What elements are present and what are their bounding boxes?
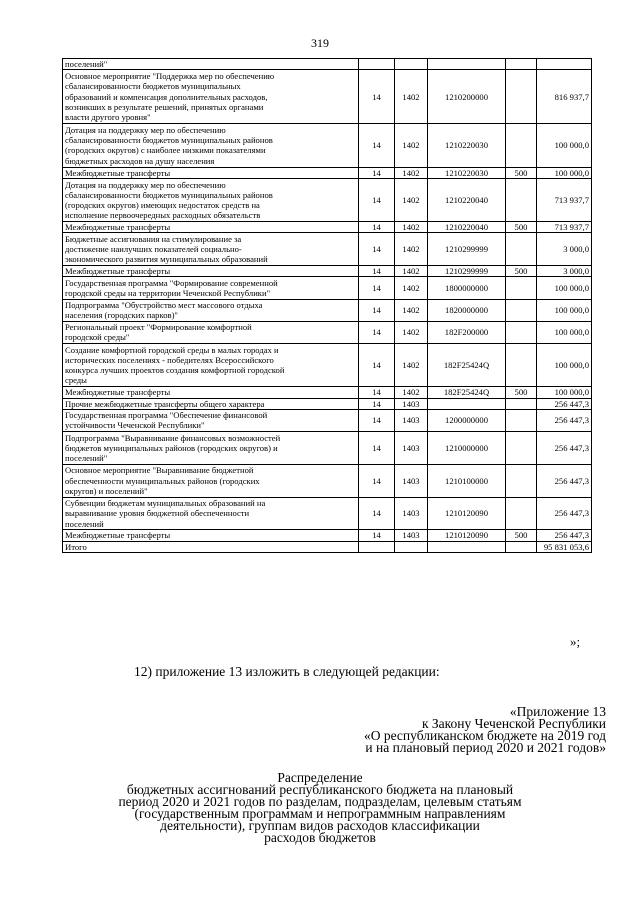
expense-name-line: поселений" [65, 452, 108, 463]
expense-name-cell [63, 59, 359, 70]
distribution-title-line: расходов бюджетов [264, 830, 376, 845]
expense-name-cell [63, 530, 359, 541]
target-item-code-cell: 1210120090 [428, 497, 506, 530]
subsection-code-cell: 1402 [395, 222, 428, 233]
section-code-cell: 14 [359, 398, 395, 409]
target-item-code-cell: 1200000000 [428, 409, 506, 431]
page-number: 319 [311, 36, 329, 50]
expense-name-line: устойчивости Чеченской Республики" [65, 420, 205, 431]
expense-name-line: бюджетов муниципальных районов (городских округов) и [65, 442, 278, 453]
section-code-cell: 14 [359, 277, 395, 299]
expense-name-cell [63, 233, 359, 266]
distribution-title-line: Распределение [277, 770, 363, 785]
closing-quote: »; [570, 634, 581, 649]
distribution-title-line: бюджетных ассигнований республиканского бюджета на плановый [126, 782, 514, 797]
section-code-cell: 14 [359, 124, 395, 167]
expense-name-line: Создание комфортной городской среды в малых городах и [65, 344, 279, 355]
target-item-code-cell: 1210220030 [428, 124, 506, 167]
expense-name-line: Субвенции бюджетам муниципальных образований на [65, 498, 266, 509]
table-row [63, 464, 592, 497]
expense-type-code-cell [506, 70, 537, 124]
table-row [63, 167, 592, 178]
expense-type-code-cell [506, 277, 537, 299]
appendix-header-line: и на плановый период 2020 и 2021 годов» [365, 740, 606, 755]
expense-name-line: конкурса лучших проектов создания комфортной городской [65, 365, 285, 376]
amount-cell: 100 000,0 [537, 343, 592, 386]
appendix-header-line: к Закону Чеченской Республики [421, 716, 606, 731]
table-row [63, 541, 592, 552]
expense-name-cell [63, 464, 359, 497]
subsection-code-cell: 1402 [395, 266, 428, 277]
subsection-code-cell: 1402 [395, 124, 428, 167]
expense-type-code-cell: 500 [506, 530, 537, 541]
expense-name-cell [63, 124, 359, 167]
distribution-title-line: деятельности), группам видов расходов классификации [160, 818, 480, 833]
subsection-code-cell: 1403 [395, 530, 428, 541]
expense-type-code-cell [506, 409, 537, 431]
expense-name-line: Межбюджетные трансферты [65, 387, 171, 398]
table-row [63, 497, 592, 530]
expense-name-cell [63, 431, 359, 464]
section-code-cell: 14 [359, 178, 395, 221]
expense-name-line: экономического развития муниципальных образований [65, 254, 268, 265]
expense-name-cell [63, 299, 359, 321]
target-item-code-cell: 1210100000 [428, 464, 506, 497]
expense-name-line: достижение наилучших показателей социально- [65, 244, 242, 255]
table-row [63, 277, 592, 299]
expense-name-line: власти другого уровня" [65, 112, 151, 122]
expense-name-line: Итого [65, 541, 87, 552]
expense-name-line: среды [65, 375, 87, 386]
expense-name-line: (городских округов) имеющих недостаток средств на [65, 199, 260, 210]
expense-name-line: (городских округов) с наиболее низкими показателями [65, 145, 266, 156]
amount-cell: 100 000,0 [537, 124, 592, 167]
subsection-code-cell: 1402 [395, 343, 428, 386]
table-row [63, 178, 592, 221]
amount-cell: 713 937,7 [537, 222, 592, 233]
section-code-cell: 14 [359, 464, 395, 497]
expense-name-cell [63, 497, 359, 530]
distribution-title [0, 772, 640, 844]
amount-cell: 3 000,0 [537, 233, 592, 266]
expense-name-cell [63, 266, 359, 277]
expense-name-cell [63, 167, 359, 178]
expense-name-cell [63, 541, 359, 552]
expense-name-cell [63, 70, 359, 124]
expense-name-cell [63, 178, 359, 221]
section-code-cell [359, 541, 395, 552]
expense-name-line: Государственная программа "Формирование современной [65, 277, 278, 288]
table-row [63, 343, 592, 386]
target-item-code-cell: 1210299999 [428, 233, 506, 266]
expense-name-line: образований и компенсация дополнительных расходов, [65, 91, 268, 102]
expense-name-line: исполнение первоочередных расходных обязательств [65, 210, 261, 221]
subsection-code-cell: 1402 [395, 178, 428, 221]
target-item-code-cell: 1210220030 [428, 167, 506, 178]
expense-name-cell [63, 222, 359, 233]
target-item-code-cell: 1210120090 [428, 530, 506, 541]
table-row [63, 431, 592, 464]
expense-name-line: городской среды" [65, 332, 130, 343]
section-code-cell [359, 59, 395, 70]
expense-name-line: Бюджетные ассигнования на стимулирование за [65, 233, 242, 244]
expense-type-code-cell [506, 299, 537, 321]
target-item-code-cell: 1210200000 [428, 70, 506, 124]
subsection-code-cell: 1402 [395, 70, 428, 124]
subsection-code-cell: 1402 [395, 321, 428, 343]
table-row [63, 530, 592, 541]
expense-name-line: городской среды на территории Чеченской Республики" [65, 287, 271, 298]
expense-name-line: сбалансированности бюджетов муниципальных [65, 81, 241, 92]
expense-name-cell [63, 409, 359, 431]
expense-name-line: Основное мероприятие "Выравнивание бюджетной [65, 465, 254, 476]
section-code-cell: 14 [359, 497, 395, 530]
table-row [63, 59, 592, 70]
table-row [63, 398, 592, 409]
target-item-code-cell [428, 59, 506, 70]
expense-name-line: населения (городских парков)" [65, 310, 178, 321]
expense-name-line: Подпрограмма "Обустройство мест массового отдыха [65, 299, 263, 310]
expense-name-line: Межбюджетные трансферты [65, 222, 171, 233]
expense-type-code-cell [506, 464, 537, 497]
expense-type-code-cell [506, 59, 537, 70]
budget-allocation-table [62, 58, 592, 553]
table-body [63, 59, 592, 553]
expense-type-code-cell [506, 497, 537, 530]
expense-name-line: Межбюджетные трансферты [65, 266, 171, 277]
expense-name-line: Дотация на поддержку мер по обеспечению [65, 124, 226, 135]
subsection-code-cell: 1403 [395, 464, 428, 497]
expense-name-line: Подпрограмма "Выравнивание финансовых возможностей [65, 432, 281, 443]
table-row [63, 321, 592, 343]
target-item-code-cell [428, 541, 506, 552]
subsection-code-cell [395, 541, 428, 552]
target-item-code-cell: 1820000000 [428, 299, 506, 321]
section-code-cell: 14 [359, 266, 395, 277]
table-row [63, 266, 592, 277]
target-item-code-cell: 1210299999 [428, 266, 506, 277]
expense-name-cell [63, 277, 359, 299]
expense-name-cell [63, 321, 359, 343]
expense-type-code-cell: 500 [506, 222, 537, 233]
expense-type-code-cell: 500 [506, 387, 537, 398]
expense-name-line: Дотация на поддержку мер по обеспечению [65, 179, 226, 190]
expense-name-line: Региональный проект "Формирование комфортной [65, 322, 252, 333]
section-code-cell: 14 [359, 299, 395, 321]
subsection-code-cell: 1402 [395, 387, 428, 398]
target-item-code-cell: 182F25424Q [428, 343, 506, 386]
subsection-code-cell: 1403 [395, 431, 428, 464]
expense-name-line: округов) и поселений" [65, 485, 148, 496]
expense-name-line: исторических поселениях - победителях Всероссийского [65, 354, 274, 365]
subsection-code-cell [395, 59, 428, 70]
section-code-cell: 14 [359, 321, 395, 343]
amount-cell: 816 937,7 [537, 70, 592, 124]
amount-cell: 95 831 053,6 [537, 541, 592, 552]
section-code-cell: 14 [359, 343, 395, 386]
expense-name-line: Межбюджетные трансферты [65, 530, 171, 541]
amount-cell: 100 000,0 [537, 299, 592, 321]
amount-cell: 100 000,0 [537, 167, 592, 178]
section-code-cell: 14 [359, 387, 395, 398]
amount-cell: 256 447,3 [537, 530, 592, 541]
amount-cell: 256 447,3 [537, 497, 592, 530]
amount-cell: 100 000,0 [537, 321, 592, 343]
expense-name-cell [63, 398, 359, 409]
target-item-code-cell: 182F200000 [428, 321, 506, 343]
expense-name-cell [63, 343, 359, 386]
distribution-title-line: период 2020 и 2021 годов по разделам, подразделам, целевым статьям [118, 794, 522, 809]
section-code-cell: 14 [359, 222, 395, 233]
amount-cell [537, 59, 592, 70]
table-row [63, 233, 592, 266]
expense-name-cell [63, 387, 359, 398]
expense-name-line: Прочие межбюджетные трансферты общего характера [65, 398, 265, 409]
amount-cell: 256 447,3 [537, 464, 592, 497]
amendment-instruction: 12) приложение 13 изложить в следующей редакции: [134, 664, 440, 679]
target-item-code-cell: 1210000000 [428, 431, 506, 464]
expense-type-code-cell: 500 [506, 167, 537, 178]
target-item-code-cell: 1800000000 [428, 277, 506, 299]
target-item-code-cell: 182F25424Q [428, 387, 506, 398]
table-row [63, 124, 592, 167]
appendix-header [280, 706, 606, 754]
expense-type-code-cell [506, 233, 537, 266]
expense-type-code-cell [506, 343, 537, 386]
subsection-code-cell: 1402 [395, 277, 428, 299]
table-row [63, 299, 592, 321]
amount-cell: 3 000,0 [537, 266, 592, 277]
amount-cell: 713 937,7 [537, 178, 592, 221]
target-item-code-cell: 1210220040 [428, 178, 506, 221]
expense-name-line: сбалансированности бюджетов муниципальных районов [65, 189, 273, 200]
section-code-cell: 14 [359, 167, 395, 178]
expense-name-line: сбалансированности бюджетов муниципальных районов [65, 135, 273, 146]
subsection-code-cell: 1403 [395, 409, 428, 431]
target-item-code-cell: 1210220040 [428, 222, 506, 233]
expense-type-code-cell [506, 431, 537, 464]
expense-type-code-cell [506, 398, 537, 409]
subsection-code-cell: 1402 [395, 299, 428, 321]
amount-cell: 256 447,3 [537, 409, 592, 431]
table-row [63, 409, 592, 431]
expense-name-line: выравнивание уровня бюджетной обеспеченности [65, 508, 250, 519]
expense-type-code-cell [506, 541, 537, 552]
amount-cell: 256 447,3 [537, 431, 592, 464]
section-code-cell: 14 [359, 233, 395, 266]
section-code-cell: 14 [359, 431, 395, 464]
table-row [63, 222, 592, 233]
amount-cell: 256 447,3 [537, 398, 592, 409]
subsection-code-cell: 1403 [395, 398, 428, 409]
expense-type-code-cell [506, 178, 537, 221]
section-code-cell: 14 [359, 409, 395, 431]
expense-type-code-cell [506, 124, 537, 167]
expense-type-code-cell [506, 321, 537, 343]
expense-name-line: поселений" [65, 59, 108, 69]
section-code-cell: 14 [359, 530, 395, 541]
expense-name-line: возникших в результате решений, принятых органами [65, 101, 264, 112]
appendix-header-line: «Приложение 13 [509, 704, 606, 719]
expense-name-line: Межбюджетные трансферты [65, 167, 171, 178]
subsection-code-cell: 1402 [395, 233, 428, 266]
expense-type-code-cell: 500 [506, 266, 537, 277]
subsection-code-cell: 1402 [395, 167, 428, 178]
table-row [63, 387, 592, 398]
amount-cell: 100 000,0 [537, 387, 592, 398]
expense-name-line: Основное мероприятие "Поддержка мер по обеспечению [65, 71, 275, 82]
distribution-title-line: (государственным программам и непрограммным направлениям [134, 806, 506, 821]
expense-name-line: обеспеченности муниципальных районов (городских [65, 475, 260, 486]
table-row [63, 70, 592, 124]
target-item-code-cell [428, 398, 506, 409]
subsection-code-cell: 1403 [395, 497, 428, 530]
expense-name-line: Государственная программа "Обеспечение финансовой [65, 410, 268, 421]
expense-name-line: бюджетных расходов на душу населения [65, 155, 215, 166]
expense-name-line: поселений [65, 518, 104, 529]
amount-cell: 100 000,0 [537, 277, 592, 299]
appendix-header-line: «О республиканском бюджете на 2019 год [363, 728, 606, 743]
section-code-cell: 14 [359, 70, 395, 124]
